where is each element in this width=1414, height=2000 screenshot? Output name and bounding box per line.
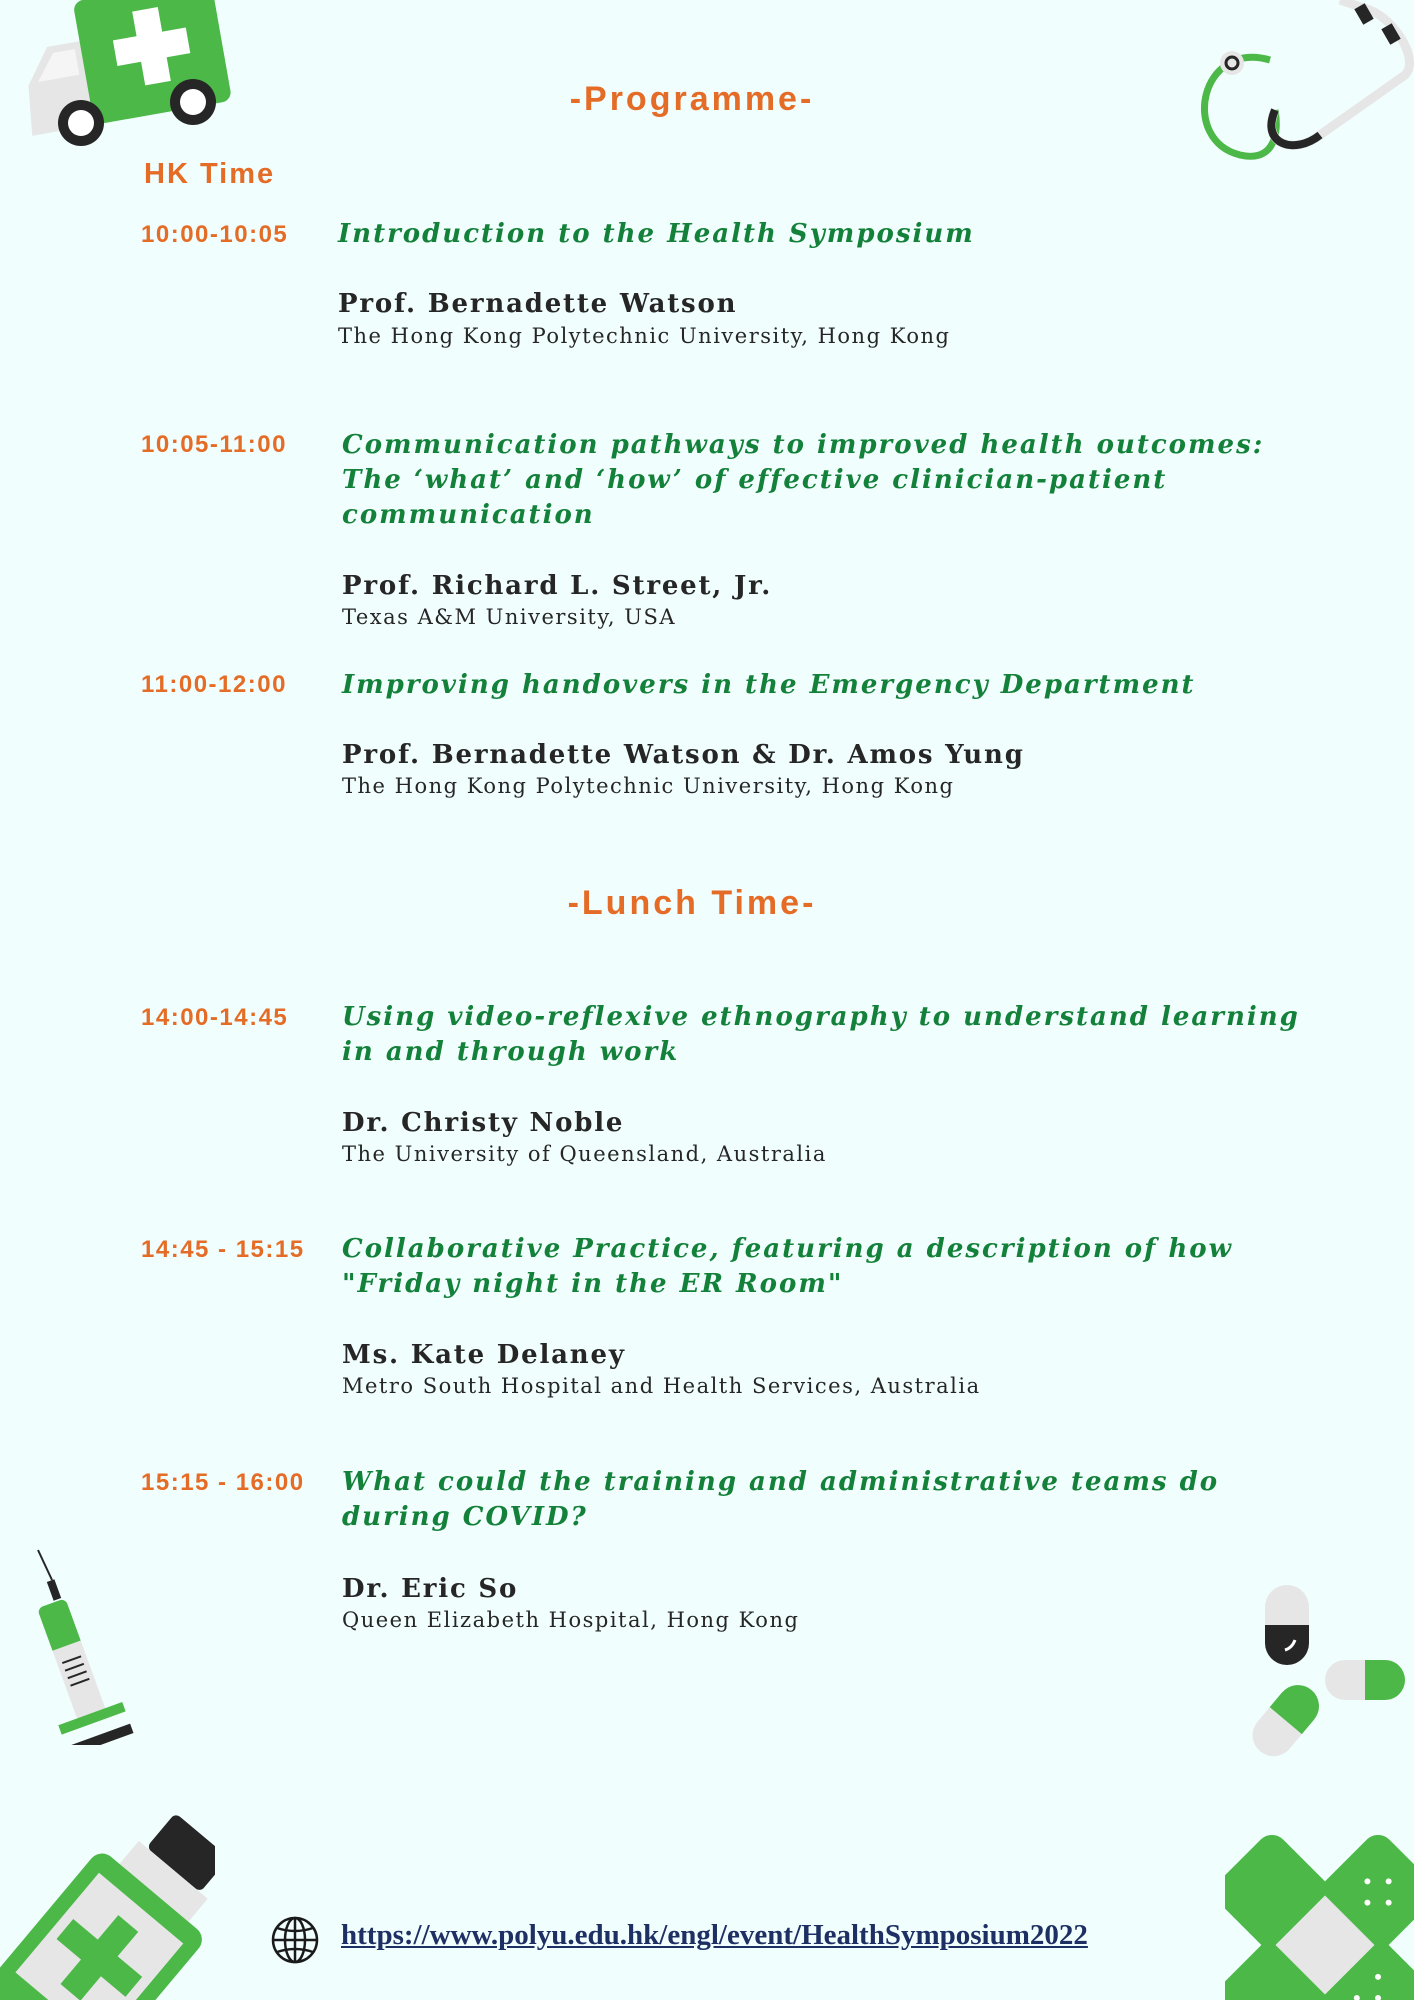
session-title: Improving handovers in the Emergency Department <box>342 670 1196 700</box>
session-time: 14:00-14:45 <box>141 1004 289 1031</box>
programme-heading: -Programme- <box>569 80 815 118</box>
session-title: Introduction to the Health Symposium <box>338 219 975 249</box>
session-speaker: Dr. Eric So <box>342 1574 519 1604</box>
session-speaker: Prof. Richard L. Street, Jr. <box>342 571 773 601</box>
session-time: 15:15 - 16:00 <box>141 1469 305 1496</box>
session-time: 10:05-11:00 <box>141 431 287 458</box>
session-speaker: Prof. Bernadette Watson & Dr. Amos Yung <box>342 740 1025 770</box>
session-title: Communication pathways to improved health outcomes: The ‘what’ and ‘how’ of effective clinician-patient communication <box>342 430 1265 530</box>
session-time: 11:00-12:00 <box>141 671 287 698</box>
session-title: Collaborative Practice, featuring a description of how "Friday night in the ER Room" <box>342 1234 1234 1299</box>
session-speaker: Dr. Christy Noble <box>342 1108 625 1138</box>
session-affiliation: Queen Elizabeth Hospital, Hong Kong <box>342 1608 800 1632</box>
session-title: Using video-reflexive ethnography to understand learning in and through work <box>342 1002 1300 1067</box>
medicine-bottle-icon <box>0 1800 215 2000</box>
session-speaker: Prof. Bernadette Watson <box>338 289 738 319</box>
session-time: 10:00-10:05 <box>141 221 289 248</box>
session-affiliation: The Hong Kong Polytechnic University, Hong Kong <box>342 774 955 798</box>
bandage-icon <box>1225 1835 1414 2000</box>
session-affiliation: The Hong Kong Polytechnic University, Hong Kong <box>338 324 951 348</box>
session-speaker: Ms. Kate Delaney <box>342 1340 626 1370</box>
event-url-link[interactable]: https://www.polyu.edu.hk/engl/event/HealthSymposium2022 <box>341 1919 1088 1951</box>
ambulance-icon <box>8 0 233 150</box>
pills-icon <box>1240 1580 1414 1760</box>
session-affiliation: Metro South Hospital and Health Services, Australia <box>342 1374 981 1398</box>
hk-time-label: HK Time <box>144 158 276 190</box>
session-time: 14:45 - 15:15 <box>141 1236 305 1263</box>
lunch-heading: -Lunch Time- <box>567 884 817 922</box>
session-title: What could the training and administrative teams do during COVID? <box>342 1467 1220 1532</box>
session-affiliation: The University of Queensland, Australia <box>342 1142 827 1166</box>
globe-icon <box>270 1915 320 1965</box>
syringe-icon <box>30 1545 150 1745</box>
session-affiliation: Texas A&M University, USA <box>342 605 677 629</box>
